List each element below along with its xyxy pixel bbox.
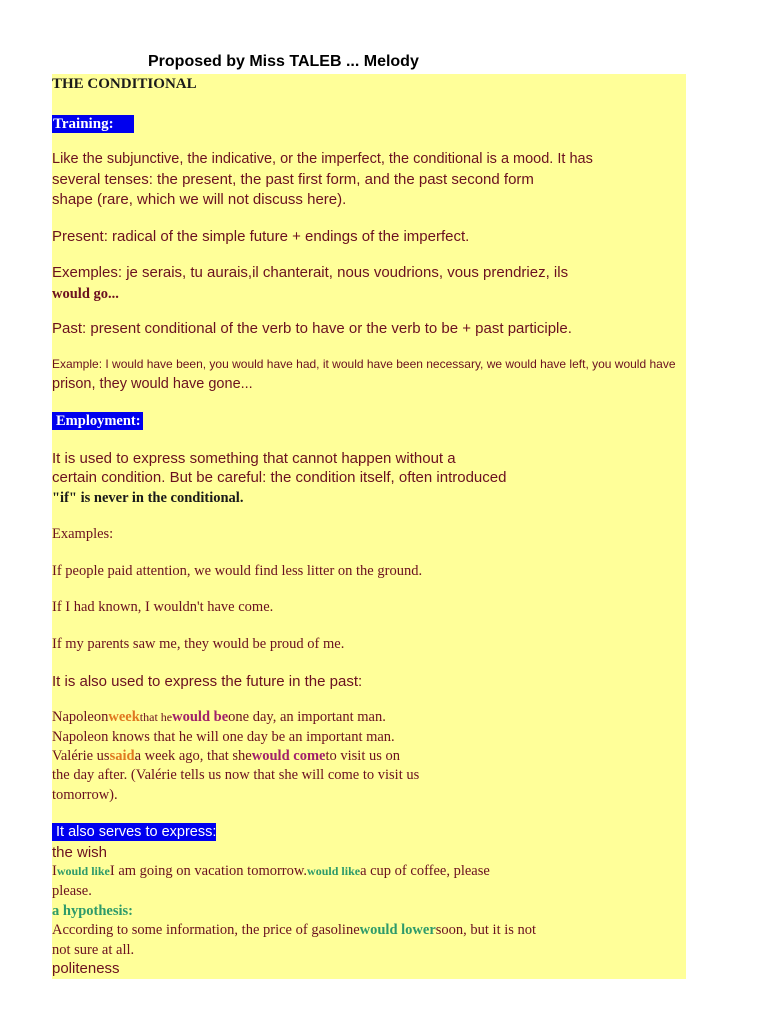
employment-line-1: It is used to express something that cannot happen without a (52, 450, 456, 467)
present-rule: Present: radical of the simple future + endings of the imperfect. (52, 228, 470, 245)
wish-line: Iwould likeI am going on vacation tomorrow.would likea cup of coffee, please (52, 863, 490, 879)
napoleon-line: Napoleonweekthat hewould beone day, an important man. (52, 709, 386, 725)
valerie-line-2: the day after. (Valérie tells us now that she will come to visit us (52, 767, 420, 783)
example-3: If my parents saw me, they would be proud of me. (52, 636, 345, 652)
examples-label: Examples: (52, 526, 114, 542)
intro-line-1: Like the subjunctive, the indicative, or the imperfect, the conditional is a mood. It has (52, 151, 593, 167)
wish-line-2: please. (52, 883, 92, 899)
example-1: If people paid attention, we would find less litter on the ground. (52, 563, 423, 579)
intro-line-2: several tenses: the present, the past first form, and the past second form (52, 171, 534, 188)
example-2: If I had known, I wouldn't have come. (52, 599, 274, 615)
politeness-label: politeness (52, 960, 120, 977)
future-past-line: It is also used to express the future in the past: (52, 673, 363, 690)
document-title: THE CONDITIONAL (52, 76, 197, 92)
employment-bold: "if" is never in the conditional. (52, 490, 244, 506)
employment-label: Employment: (52, 413, 143, 430)
intro-line-3: shape (rare, which we will not discuss here). (52, 191, 347, 208)
yellow-page (52, 74, 686, 979)
employment-line-2: certain condition. But be careful: the condition itself, often introduced (52, 469, 507, 486)
valerie-line: Valérie ussaida week ago, that shewould cometo visit us on (52, 748, 400, 764)
hypothesis-line-2: not sure at all. (52, 942, 135, 958)
hypothesis-label: a hypothesis: (52, 903, 133, 919)
present-examples-end: would go... (52, 286, 119, 302)
past-example: Example: I would have been, you would have had, it would have been necessary, we would have left, you would have (52, 357, 676, 371)
training-label: Training: (52, 116, 134, 133)
hypothesis-line: According to some information, the price of gasolinewould lowersoon, but it is not (52, 922, 537, 938)
document-header: Proposed by Miss TALEB ... Melody (148, 53, 419, 70)
serves-label: It also serves to express: (52, 824, 216, 840)
napoleon-line-2: Napoleon knows that he will one day be an important man. (52, 729, 395, 745)
past-rule: Past: present conditional of the verb to have or the verb to be + past participle. (52, 320, 572, 337)
present-examples: Exemples: je serais, tu aurais,il chanterait, nous voudrions, vous prendriez, ils (52, 264, 569, 281)
valerie-line-3: tomorrow). (52, 787, 118, 803)
past-example-end: prison, they would have gone... (52, 376, 253, 392)
wish-label: the wish (52, 844, 108, 861)
